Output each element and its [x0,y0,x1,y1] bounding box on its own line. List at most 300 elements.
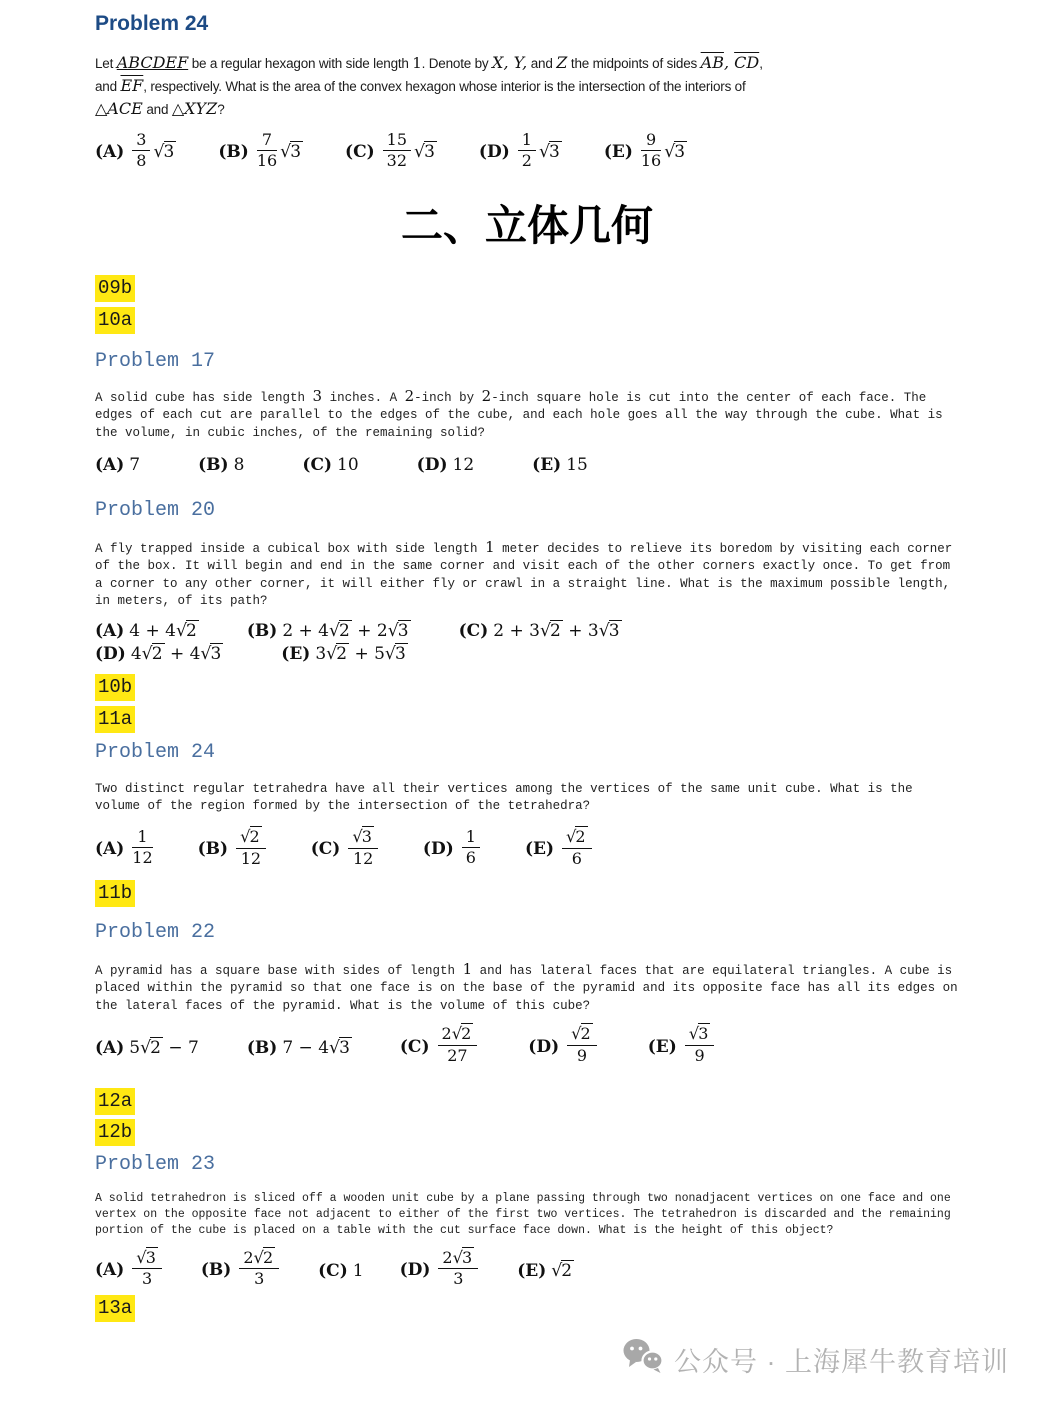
radicand: 3 [394,643,406,664]
text-run: -inch by [414,390,482,405]
radical-sign: √ [240,826,251,846]
fraction-numerator [641,131,661,151]
text-run: 7 [129,454,141,475]
problem-20-text [95,539,1040,611]
radicand: 3 [361,826,372,846]
math-fraction [132,1249,162,1289]
highlight-tag-10b: 10b [95,674,135,701]
radicand: 3 [339,1037,350,1058]
choice-math [380,130,437,171]
fraction-denominator [562,849,592,868]
text-run: 8 [136,151,147,171]
text-run: 10 [337,454,359,475]
math-fraction [518,131,536,171]
radicand: 3 [462,1247,473,1267]
text-run: and [142,102,172,117]
text-run: placed within the pyramid so that one face is on the base of the pyramid and its opposite face has all its edges on [95,981,958,996]
problem-22-title: Problem 22 [95,920,216,944]
section-title: 二、立体几何 [400,201,653,249]
math-sqrt [352,827,374,846]
problem-20-choices-row1 [95,621,1054,642]
choice-math [131,644,223,664]
choice-label: (D) [478,142,510,163]
radicand: 2 [461,1024,472,1044]
radical-sign: √ [253,1247,264,1267]
text-run: 2 + 3 [493,621,540,642]
math-sqrt [385,644,408,664]
text-run: 3 [141,1269,153,1289]
choice-label: (E) [647,1037,677,1057]
problem-22-text [95,961,1040,1016]
fraction-numerator [348,828,378,849]
highlight-tag-10a: 10a [95,307,135,334]
text-run: Z [556,53,568,72]
text-run: 2 [441,1024,452,1044]
fraction-numerator [562,828,592,849]
text-run: $\overline{EF}$ [120,76,144,95]
choice-label: (B) [198,454,229,475]
fraction-denominator [438,1046,478,1065]
math-fraction [383,131,411,171]
text-run: + 4 [164,643,201,664]
math-sqrt [142,644,165,664]
choice-math [559,826,595,868]
text-run: + 5 [349,643,385,664]
fraction-numerator [236,828,266,849]
text-run: 2 [481,386,492,405]
answer-choice [95,621,199,641]
fraction-numerator [132,1249,162,1270]
radicand: 3 [698,1024,709,1044]
answer-choice [95,1038,199,1058]
text-run: volume of the region formed by the intersection of the tetrahedra? [95,799,591,814]
answer-choice [302,455,358,475]
radicand: 2 [336,643,348,664]
radical-sign: √ [352,826,363,846]
radical-sign: √ [329,621,341,642]
choice-label: (B) [218,142,249,163]
answer-choice [247,621,411,641]
fraction-denominator [239,1269,279,1288]
math-sqrt [329,1038,352,1058]
answer-choice [532,455,588,475]
math-sqrt [664,142,687,162]
math-fraction [236,828,266,868]
answer-choice [517,1261,574,1281]
choice-label: (A) [95,1037,125,1058]
highlight-tag-11a: 11a [95,706,135,733]
fraction-denominator [438,1269,478,1288]
choice-label: (E) [603,142,633,163]
problem-24-choices [95,826,1054,870]
highlight-tag-13a: 13a [95,1295,135,1322]
choice-math [493,621,621,641]
choice-label: (C) [458,621,489,642]
radicand: 2 [150,1037,161,1058]
math-fraction [567,1025,597,1065]
math-sqrt [539,142,562,162]
answer-choice [478,130,562,173]
fraction-denominator [383,151,411,170]
answer-choice [200,1247,282,1291]
top-problem-title: Problem 24 [95,12,209,35]
fraction-denominator [132,151,150,170]
highlight-tag-12a: 12a [95,1088,135,1115]
answer-choice [218,130,303,173]
text-run: -inch square hole is cut into the center of each face. The [491,390,927,405]
answer-choice [399,1247,482,1291]
choice-math [129,1038,199,1058]
math-sqrt [326,644,349,664]
text-run: + 2 [351,621,388,642]
math-sqrt [136,1248,158,1267]
radicand: 3 [210,643,222,664]
text-run: and has lateral faces that are equilateral triangles. A cube is [472,963,953,978]
answer-choice [95,455,140,475]
text-run: 3 [254,1269,265,1289]
choice-label: (C) [345,142,375,163]
text-run: X, Y, [492,53,528,72]
answer-choice [345,130,437,173]
answer-choice [459,621,622,641]
text-run: A fly trapped inside a cubical box with side length [95,541,486,556]
fraction-denominator [567,1046,597,1065]
math-sqrt [388,621,411,641]
math-sqrt [280,142,303,162]
problem-17-title: Problem 17 [95,349,216,373]
text-run: 5 [129,1037,141,1058]
answer-choice [281,644,408,664]
radicand: 3 [424,142,435,163]
radicand: 2 [561,1260,573,1281]
fraction-numerator [239,1249,279,1270]
text-run: 15 [386,130,408,149]
text-run: $\overline{AB}$ [700,53,724,72]
answer-choice [524,826,595,870]
text-run: 16 [640,151,662,171]
radicand: 3 [397,621,409,642]
text-run: 6 [465,848,476,868]
text-run: be a regular hexagon with side length [188,56,413,71]
math-sqrt [140,1038,163,1058]
radical-sign: √ [153,142,165,163]
text-run: Two distinct regular tetrahedra have all their vertices among the vertices of the same unit cube. What is the [95,781,913,796]
radical-sign: √ [136,1247,147,1267]
choice-label: (E) [524,839,554,860]
choice-label: (A) [95,454,125,475]
radicand: 3 [145,1247,156,1267]
text-run: △ACE [95,99,143,118]
text-run: 1 [352,1260,364,1281]
choice-math [459,826,483,868]
highlight-tag-12b: 12b [95,1119,135,1146]
choice-label: (A) [95,1260,125,1281]
choice-math [236,1247,282,1289]
math-sqrt [540,621,563,641]
radical-sign: √ [598,621,610,642]
answer-choice [417,455,474,475]
text-run: inches. A [322,390,405,405]
choice-math [282,621,410,641]
choice-math [453,455,475,475]
text-run: 15 [566,454,588,475]
text-run: of the box. It will begin and end in the same corner and visit each of the other corners exactly once. To get from [95,559,951,574]
math-fraction [239,1249,279,1289]
text-run: edges of each cut are parallel to the edges of the cube, and each hole goes all the way through the cube. What is [95,408,943,423]
choice-label: (B) [246,1037,278,1058]
fraction-denominator [132,848,152,867]
choice-label: (D) [95,643,126,664]
radicand: 2 [339,621,350,642]
choice-label: (C) [310,839,341,860]
text-run: 8 [233,454,245,475]
math-fraction [132,828,152,868]
choice-label: (D) [399,1260,431,1281]
choice-label: (E) [281,643,311,664]
radicand: 2 [580,1024,591,1044]
watermark-text: 公众号 · 上海犀牛教育培训 [674,1347,1009,1377]
top-problem-text [95,52,955,121]
fraction-numerator [685,1025,715,1046]
text-run: 1 [137,826,148,846]
text-run: 2 [404,386,415,405]
choice-label: (A) [95,142,125,163]
fraction-denominator [685,1046,715,1065]
choice-math [682,1024,718,1066]
text-run: − 7 [162,1037,199,1058]
answer-choice [310,826,381,870]
choice-math [435,1247,481,1289]
radicand: 2 [151,643,163,664]
choice-math [551,1261,574,1281]
choice-label: (D) [422,839,454,860]
radical-sign: √ [175,621,188,642]
answer-choice [647,1024,718,1067]
text-run: portion of the cube is placed on a table with the cut surface face down. What is the height of this object? [95,1223,834,1237]
text-run: and [527,56,557,71]
text-run: Let [95,56,117,71]
choice-label: (C) [302,454,333,475]
text-run: ABCDEF [116,53,189,72]
choice-math [564,1024,600,1066]
choice-math [254,130,303,171]
radical-sign: √ [688,1024,700,1044]
radicand: 3 [163,142,175,163]
text-run: $\overline{CD}$ [734,53,760,72]
choice-label: (E) [532,454,562,475]
highlight-tag-11b: 11b [95,880,135,907]
text-run: 12 [132,848,153,868]
radical-sign: √ [664,142,676,163]
choice-math [435,1024,481,1066]
choice-label: (C) [318,1260,348,1281]
problem-23-title: Problem 23 [95,1152,216,1176]
text-run: 3 [453,1269,464,1289]
answer-choice [247,1038,352,1058]
text-run: the lateral faces of the pyramid. What is the volume of this cube? [95,998,591,1013]
text-run: 16 [256,151,278,171]
fraction-denominator [257,151,277,170]
answer-choice [603,130,687,173]
math-sqrt [329,621,352,641]
fraction-numerator [462,828,480,848]
radicand: 3 [290,142,302,163]
answer-choice [95,130,176,173]
text-run: ? [217,102,225,117]
text-run: a corner to any other corner, it will either fly or crawl in a straight line. What is the maximum possible length, [95,576,951,591]
choice-label: (A) [95,839,125,860]
radical-sign: √ [280,142,292,163]
text-run: 1 [465,826,476,846]
math-fraction [132,131,150,171]
text-run: 1 [485,537,495,556]
text-run: 4 [130,643,142,664]
text-run: 12 [352,848,374,868]
radicand: 2 [249,826,260,846]
text-run: , [759,56,763,71]
problem-17-choices [95,454,1054,475]
choice-label: (C) [399,1037,430,1057]
radicand: 2 [549,621,561,642]
math-sqrt [414,142,437,162]
math-fraction [348,828,378,868]
fraction-numerator [567,1025,597,1046]
radical-sign: √ [538,142,550,163]
text-run: 4 + 4 [129,621,176,642]
answer-choice [318,1261,363,1281]
math-sqrt [153,142,176,162]
text-run: the midpoints of sides [567,56,701,71]
fraction-denominator [132,1269,162,1288]
text-run: 12 [452,454,475,475]
problem-20-choices-row2 [95,643,1054,664]
text-run: 1 [521,130,532,149]
choice-math [282,1038,352,1058]
radical-sign: √ [566,826,577,846]
top-problem-choices [95,130,1054,173]
radical-sign: √ [329,1037,341,1058]
radicand: 3 [548,142,560,163]
text-run: meter decides to relieve its boredom by visiting each corner [494,541,953,556]
math-sqrt [453,1248,475,1267]
math-sqrt [176,621,199,641]
choice-math [353,1261,364,1281]
text-run: 2 [521,151,532,171]
fraction-denominator [641,151,661,170]
choice-math [345,826,381,868]
answer-choice [95,826,156,870]
math-sqrt [200,644,223,664]
answer-choice [197,826,269,870]
text-run: A pyramid has a square base with sides of length [95,963,463,978]
choice-math [515,130,562,171]
watermark [622,1338,1009,1381]
choice-math [129,130,176,171]
text-run: 12 [240,848,262,868]
math-sqrt [240,827,262,846]
answer-choice [198,455,244,475]
text-run: the volume, in cubic inches, of the remaining solid? [95,425,486,440]
fraction-denominator [348,849,378,868]
radical-sign: √ [414,142,426,163]
radical-sign: √ [140,1037,152,1058]
radical-sign: √ [200,643,212,664]
fraction-numerator [438,1249,478,1270]
fraction-denominator [462,848,480,867]
radicand: 2 [262,1247,274,1267]
fraction-numerator [438,1025,478,1046]
fraction-denominator [518,151,536,170]
radical-sign: √ [451,1024,463,1044]
problem-20-title: Problem 20 [95,498,216,522]
choice-math [129,1247,165,1289]
math-sqrt [452,1024,474,1043]
text-run: vertex on the opposite face not adjacent to either of the first two vertices. The tetrahedron is discarded and the remaining [95,1207,951,1221]
choice-label: (B) [246,621,278,642]
text-run: A solid cube has side length [95,390,313,405]
text-run: 9 [645,130,657,149]
math-fraction [641,131,661,171]
math-sqrt [571,1024,593,1043]
choice-math [233,826,269,868]
text-run: 2 [243,1247,254,1267]
text-run: 7 [261,130,273,149]
choice-math [129,621,199,641]
answer-choice [95,644,223,664]
choice-label: (D) [528,1037,560,1057]
problem-23-text [95,1191,1040,1239]
text-run: 27 [447,1046,468,1066]
choice-math [638,130,687,171]
text-run: 6 [571,848,582,868]
math-sqrt [551,1261,574,1281]
text-run: A solid tetrahedron is sliced off a wooden unit cube by a plane passing through two nonadjacent vertices on one face and one [95,1191,951,1205]
math-sqrt [254,1248,276,1267]
math-fraction [462,828,480,868]
highlight-tag-09b: 09b [95,275,135,302]
choice-label: (E) [517,1260,547,1281]
choice-math [129,826,155,868]
math-fraction [438,1249,478,1289]
choice-math [234,455,245,475]
problem-22-choices [95,1024,1054,1067]
text-run: . Denote by [421,56,493,71]
math-fraction [562,828,592,868]
radicand: 2 [186,621,197,642]
radical-sign: √ [387,621,399,642]
text-run: and [95,79,121,94]
radical-sign: √ [326,643,338,664]
fraction-denominator [236,849,266,868]
text-run: in meters, of its path? [95,594,268,609]
radical-sign: √ [384,643,396,664]
choice-math [337,455,359,475]
text-run: 7 − 4 [282,1037,330,1058]
math-fraction [438,1025,478,1065]
text-run: 2 [442,1247,453,1267]
choice-math [315,644,407,664]
choice-label: (D) [416,454,448,475]
problem-23-choices [95,1247,1054,1291]
fraction-numerator [518,131,536,151]
radicand: 3 [608,621,620,642]
text-run: 1 [412,54,422,72]
fraction-numerator [383,131,411,151]
text-run: + 3 [562,621,599,642]
text-run: 9 [694,1046,705,1066]
choice-label: (A) [95,621,125,642]
text-run: , [723,53,735,72]
